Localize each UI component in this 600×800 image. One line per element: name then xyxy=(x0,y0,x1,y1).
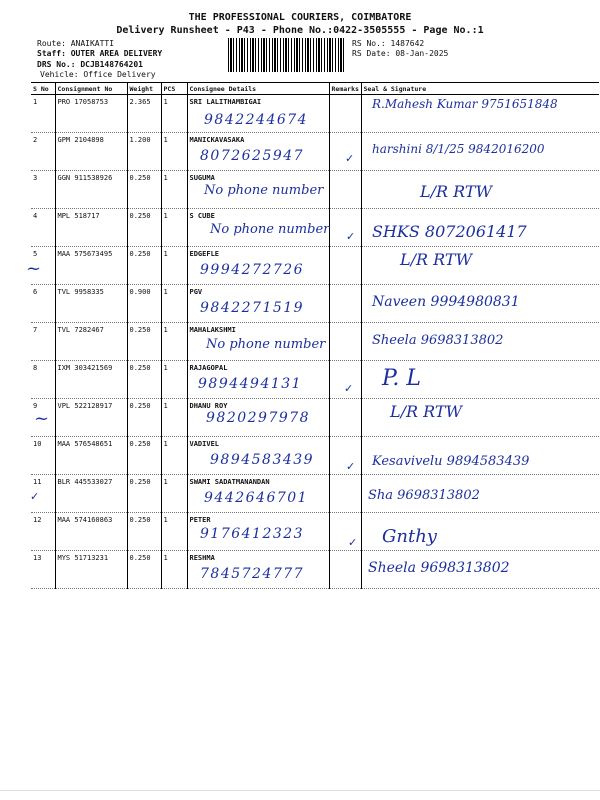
cell-weight: 0.250 xyxy=(127,361,161,399)
cell-consignment: TVL 9958335 xyxy=(55,285,127,323)
handwritten-phone: 9842244674 xyxy=(204,112,309,128)
cell-sno: 5 xyxy=(31,247,55,285)
cell-weight: 1.200 xyxy=(127,133,161,171)
cell-pcs: 1 xyxy=(161,475,187,513)
cell-consignment: MAA 576548651 xyxy=(55,437,127,475)
cell-pcs: 1 xyxy=(161,323,187,361)
company-title: THE PROFESSIONAL COURIERS, COIMBATORE xyxy=(188,12,412,23)
cell-consignment: PRO 17058753 xyxy=(55,95,127,133)
page-bottom-edge xyxy=(0,790,600,791)
handwritten-phone: 9894494131 xyxy=(198,376,303,392)
cell-sno: 9 xyxy=(31,399,55,437)
cell-sno: 10 xyxy=(31,437,55,475)
handwritten-signature: SHKS 8072061417 xyxy=(372,222,527,241)
table-row xyxy=(31,475,599,513)
cell-weight: 2.365 xyxy=(127,95,161,133)
handwritten-signature: L/R RTW xyxy=(400,250,473,269)
cell-sno: 3 xyxy=(31,171,55,209)
cell-consignment: MAA 575673495 xyxy=(55,247,127,285)
drs-number: DRS No.: DCJB148764201 xyxy=(37,60,143,69)
handwritten-signature: Gnthy xyxy=(382,526,437,547)
cell-weight: 0.250 xyxy=(127,323,161,361)
handwritten-signature: Sheela 9698313802 xyxy=(368,560,510,576)
pen-mark-icon: ~ xyxy=(26,258,42,279)
cell-consignment: MAA 574160863 xyxy=(55,513,127,551)
cell-remarks xyxy=(329,95,361,133)
runsheet-subtitle: Delivery Runsheet - P43 - Phone No.:0422-3505555 - Page No.:1 xyxy=(116,25,484,36)
cell-consignee: VADIVEL xyxy=(187,437,329,475)
handwritten-phone: 9994272726 xyxy=(200,262,305,278)
cell-consignee: DHANU ROY xyxy=(187,399,329,437)
cell-consignee: RESHMA xyxy=(187,551,329,589)
handwritten-phone: 8072625947 xyxy=(200,148,305,164)
table-header-row xyxy=(31,83,599,95)
col-consignee: Consignee Details xyxy=(187,83,329,95)
cell-consignee: PGV xyxy=(187,285,329,323)
cell-weight: 0.250 xyxy=(127,209,161,247)
cell-sno: 7 xyxy=(31,323,55,361)
col-remarks: Remarks xyxy=(329,83,361,95)
cell-pcs: 1 xyxy=(161,361,187,399)
col-sno: S No xyxy=(31,83,55,95)
handwritten-signature: Kesavivelu 9894583439 xyxy=(372,454,530,469)
cell-sno: 6 xyxy=(31,285,55,323)
cell-sno: 11 xyxy=(31,475,55,513)
cell-consignee: MANICKAVASAKA xyxy=(187,133,329,171)
route-label: Route: ANAIKATTI xyxy=(37,39,115,48)
cell-pcs: 1 xyxy=(161,171,187,209)
cell-weight: 0.250 xyxy=(127,551,161,589)
handwritten-signature: P. L xyxy=(382,366,421,391)
cell-consignee: SUGUMA xyxy=(187,171,329,209)
cell-consignment: MYS 51713231 xyxy=(55,551,127,589)
cell-weight: 0.250 xyxy=(127,247,161,285)
cell-sno: 4 xyxy=(31,209,55,247)
handwritten-phone: No phone number xyxy=(210,222,330,237)
table-row xyxy=(31,399,599,437)
handwritten-signature: harshini 8/1/25 9842016200 xyxy=(372,142,545,156)
cell-remarks xyxy=(329,323,361,361)
handwritten-signature: Sha 9698313802 xyxy=(368,488,480,503)
cell-remarks xyxy=(329,475,361,513)
cell-sno: 2 xyxy=(31,133,55,171)
cell-pcs: 1 xyxy=(161,95,187,133)
remark-tick-icon: ✓ xyxy=(348,536,358,549)
remark-tick-icon: ✓ xyxy=(346,460,356,473)
pen-mark-icon: ~ xyxy=(34,408,50,429)
cell-consignment: BLR 445533027 xyxy=(55,475,127,513)
handwritten-phone: 9176412323 xyxy=(200,526,305,542)
handwritten-phone: 9820297978 xyxy=(206,410,311,426)
cell-sno: 13 xyxy=(31,551,55,589)
handwritten-phone: No phone number xyxy=(204,183,324,198)
cell-weight: 0.250 xyxy=(127,475,161,513)
handwritten-phone: 9442646701 xyxy=(204,490,309,506)
col-weight: Weight xyxy=(127,83,161,95)
cell-remarks xyxy=(329,399,361,437)
cell-pcs: 1 xyxy=(161,247,187,285)
handwritten-signature: Naveen 9994980831 xyxy=(372,294,520,310)
vehicle-label: Vehicle: Office Delivery xyxy=(40,70,156,79)
pen-mark-icon: ✓ xyxy=(30,490,40,503)
handwritten-signature: R.Mahesh Kumar 9751651848 xyxy=(372,97,558,111)
cell-pcs: 1 xyxy=(161,133,187,171)
col-pcs: PCS xyxy=(161,83,187,95)
runsheet-table xyxy=(31,82,599,589)
cell-consignment: VPL 522128917 xyxy=(55,399,127,437)
cell-consignee: S CUBE xyxy=(187,209,329,247)
cell-signature xyxy=(361,247,599,285)
cell-pcs: 1 xyxy=(161,285,187,323)
cell-weight: 0.250 xyxy=(127,513,161,551)
cell-weight: 0.250 xyxy=(127,171,161,209)
handwritten-phone: No phone number xyxy=(206,337,326,352)
handwritten-phone: 9842271519 xyxy=(200,300,305,316)
cell-consignee: RAJAGOPAL xyxy=(187,361,329,399)
cell-remarks xyxy=(329,247,361,285)
staff-label: Staff: OUTER AREA DELIVERY xyxy=(37,49,163,58)
remark-tick-icon: ✓ xyxy=(345,152,355,165)
cell-consignment: MPL 518717 xyxy=(55,209,127,247)
handwritten-signature: L/R RTW xyxy=(390,402,463,421)
cell-weight: 0.900 xyxy=(127,285,161,323)
cell-consignment: GGN 911538926 xyxy=(55,171,127,209)
table-row xyxy=(31,361,599,399)
cell-sno: 1 xyxy=(31,95,55,133)
table-row xyxy=(31,247,599,285)
cell-pcs: 1 xyxy=(161,551,187,589)
remark-tick-icon: ✓ xyxy=(344,382,354,395)
cell-consignee: EDGEFLE xyxy=(187,247,329,285)
cell-remarks xyxy=(329,209,361,247)
cell-sno: 8 xyxy=(31,361,55,399)
cell-consignee: MAHALAKSHMI xyxy=(187,323,329,361)
handwritten-phone: 9894583439 xyxy=(210,452,315,468)
remark-tick-icon: ✓ xyxy=(346,230,356,243)
cell-weight: 0.250 xyxy=(127,399,161,437)
cell-remarks xyxy=(329,171,361,209)
cell-consignee: SWAMI SADATMANANDAN xyxy=(187,475,329,513)
rs-date: RS Date: 08-Jan-2025 xyxy=(352,49,449,58)
col-consignment: Consignment No xyxy=(55,83,127,95)
cell-consignment: GPM 2104898 xyxy=(55,133,127,171)
cell-consignment: IXM 303421569 xyxy=(55,361,127,399)
cell-consignee: SRI LALITHAMBIGAI xyxy=(187,95,329,133)
cell-consignee: PETER xyxy=(187,513,329,551)
col-signature: Seal & Signature xyxy=(361,83,599,95)
table-row xyxy=(31,513,599,551)
handwritten-signature: L/R RTW xyxy=(420,182,493,201)
handwritten-signature: Sheela 9698313802 xyxy=(372,333,504,348)
barcode-image xyxy=(228,38,346,72)
cell-pcs: 1 xyxy=(161,209,187,247)
cell-remarks xyxy=(329,437,361,475)
cell-consignment: TVL 7282467 xyxy=(55,323,127,361)
cell-pcs: 1 xyxy=(161,513,187,551)
cell-pcs: 1 xyxy=(161,437,187,475)
cell-remarks xyxy=(329,285,361,323)
table-row xyxy=(31,551,599,589)
cell-pcs: 1 xyxy=(161,399,187,437)
rs-number: RS No.: 1487642 xyxy=(352,39,425,48)
cell-weight: 0.250 xyxy=(127,437,161,475)
cell-sno: 12 xyxy=(31,513,55,551)
cell-remarks xyxy=(329,551,361,589)
handwritten-phone: 7845724777 xyxy=(200,566,305,582)
